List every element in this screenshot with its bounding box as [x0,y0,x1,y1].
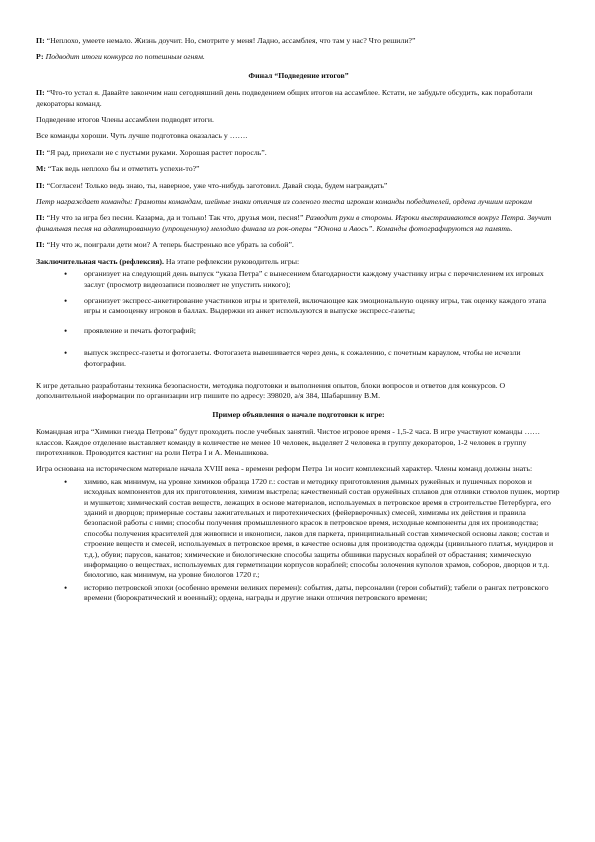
section-heading-announce: Пример объявления о начале подготовки к игре: [212,409,385,419]
speaker-label: П: [36,88,45,98]
dialog-line [36,36,561,46]
paragraph: Все команды хороши. Чуть лучше подготовка оказалась у ……. [36,131,248,141]
contact-paragraph: К игре детально разработаны техника безопасности, методика подготовки и выполнения опытов, блоки вопросов и ответов для конкурсов. О дополнительной информации по организации игр пишите по адресу: 398020, а/я 384, Шабаршину В.М. [36,380,506,401]
paragraph: Подведение итогов Члены ассамблеи подводят итоги. [36,115,214,125]
list-item [64,348,561,369]
list-item-text: историю петровской эпохи (особенно времени великих перемен): события, даты, персоналии (герои событий); табели о рангах петровского времени (бюрократический и военный); ордена, награды и другие знаки отличия петровского времени; [84,582,549,603]
knowledge-list [36,477,561,604]
dialog-text: “Ну что ж, поиграли дети мои? А теперь быстренько все убрать за собой”. [44,240,294,250]
speaker-label: П: [36,240,45,250]
bullet-icon: • [64,295,68,306]
document-page [36,36,561,610]
bullet-icon: • [64,476,68,487]
paragraph: Командная игра “Химики гнезда Петрова” будут проходить после учебных занятий. Чистое игровое время - 1,5-2 часа. В игре участвуют команды …… классов. Каждое отделение выставляет команду в количестве не менее 10 человек, выделяет 2 человека в группу декораторов, 1-2 человек в группу пиротехников. Проводится кастинг на роли Петра I и А. Меньшикова. [36,427,541,457]
list-item [64,325,561,336]
speaker-label: М: [36,164,46,174]
dialog-line [36,148,561,158]
reflex-lead: На этапе рефлексии руководитель игры: [163,256,300,266]
dialog-line [36,52,561,62]
list-item-text: организует экспресс-анкетирование участников игры и зрителей, включающее как эмоциональную оценку игры, так оценку каждого этапа игры и самооценку игроков в баллах. Выдержки из анкет используются в выпуске экспресс-газеты; [84,295,547,316]
dialog-text: “Что-то устал я. Давайте закончим наш сегодняшний день подведением общих итогов на ассамблее. Кстати, не забудьте обсудить, как поработали декораторы команд. [36,88,533,108]
list-item-text: проявление и печать фотографий; [84,325,196,335]
reflex-title: Заключительная часть (рефлексия). [36,256,164,266]
dialog-text: “Я рад, приехали не с пустыми руками. Хорошая растет поросль”. [44,147,267,157]
bullet-icon: • [64,582,68,593]
list-item [64,582,561,604]
list-item [64,269,561,290]
dialog-line [36,181,561,191]
stage-direction: Петр награждает команды: Грамоты командам, шейные знаки отличия из соленого теста игрокам команды победителей, ордена лучшим игрокам [36,197,532,207]
list-item-text: организует на следующий день выпуск “указа Петра” с вынесением благодарности каждому участнику игры с перечислением их игровых заслуг (просмотр видеозаписи позволяет не упустить никого); [84,269,544,289]
bullet-icon: • [64,348,68,359]
list-item-text: химию, как минимум, на уровне химиков образца 1720 г.: состав и методику приготовления дымных ружейных и пушечных порохов и исходных компонентов для их приготовления, химизм выстрела; качественный состав оружейных сплавов для отливки стволов пушек, мортир и мушкетов; химический состав веществ, лежащих в основе материалов, используемых в петровское время в строительстве Петербурга, его зданий и дворцов; примерные составы зажигательных и пиротехнических (фейерверочных) смесей, химизмы их действия и правила безопасной работы с ними; способы получения промышленного красок в петровское время, исходные компоненты для их производства; способы получения красителей для живописи и иконописи, лаков для паркета, принципиальный состав химической основы лаков; состав и строение веществ и смесей, используемых в петровское время, в качестве основы для производства одежды (цивильного платья, мундиров и т.д.), обуви; парусов, канатов; химические и биологические способы защиты обшивки парусных кораблей от обрастания; химическую информацию о веществах, используемых для герметизации корпусов кораблей; способы золочения куполов храмов, соборов, дворцов и т.д. биологию, как минимум, на уровне биологов 1720 г.; [84,476,560,580]
dialog-line [36,240,561,250]
list-item [64,476,561,581]
dialog-line [36,88,561,109]
speaker-label: П: [36,147,45,157]
speaker-label: П: [36,36,45,45]
speaker-label: Р: [36,52,44,62]
bullet-icon: • [64,325,68,336]
dialog-text: “Неплохо, умеете немало. Жизнь доучит. Но, смотрите у меня! Ладно, ассамблея, что там у нас? Что решили?” [44,36,416,45]
section-heading-final: Финал “Подведение итогов” [248,70,349,80]
stage-direction: Разводит руки в стороны. Игроки выстраиваются вокруг Петра. Звучит финальная песня на адаптированную (упрощенную) мелодию финала из рок-оперы “Юнона и Авось”. Команды фотографируются на память. [36,213,552,233]
dialog-text: “Согласен! Только ведь знаю, ты, наверное, уже что-нибудь заготовил. Давай сюда, будем награждать” [44,180,388,190]
reflex-list [36,269,561,369]
list-item [64,295,561,317]
reflex-intro [36,257,561,267]
dialog-line [36,213,561,234]
speaker-label: П: [36,180,45,190]
speaker-label: П: [36,213,45,223]
dialog-line [36,164,561,174]
bullet-icon: • [64,269,68,280]
stage-direction: Подводит итоги конкурса по потешным огням. [43,52,205,62]
dialog-text: “Так ведь неплохо бы и отметить успехи-то?” [45,164,200,174]
paragraph: Игра основана на историческом материале начала XVIII века - времени реформ Петра 1и носит комплексный характер. Члены команд должны знать: [36,464,533,474]
dialog-text: “Ну что за игра без песни. Казарма, да и только! Так что, друзья мои, песня!” [44,213,304,223]
list-item-text: выпуск экспресс-газеты и фотогазеты. Фотогазета вывешивается через день, к сожалению, с почетным караулом, чтобы не исчезли фотографии. [84,348,521,368]
